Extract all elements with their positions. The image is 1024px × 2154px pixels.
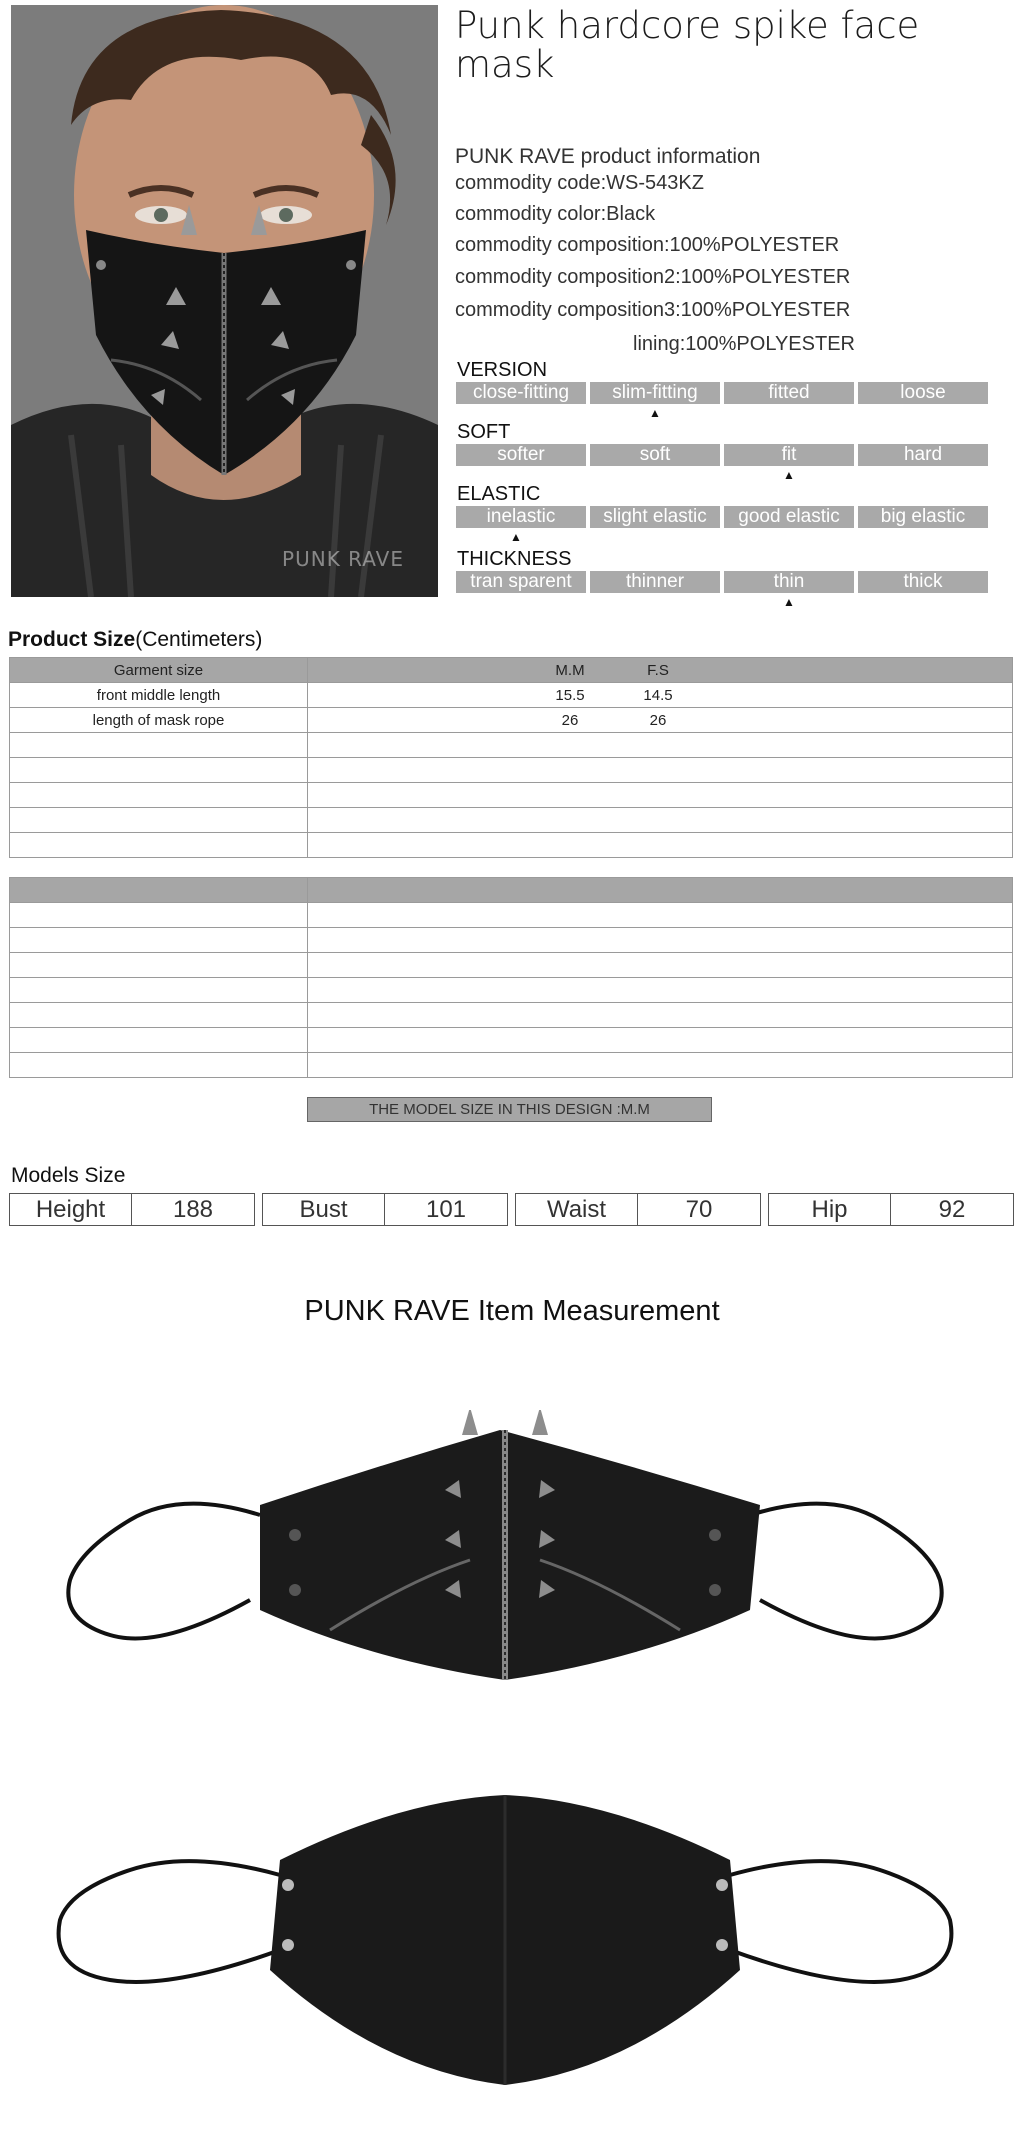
model-measure-label: Bust xyxy=(263,1194,385,1225)
empty-cell xyxy=(308,1028,1013,1053)
empty-cell xyxy=(10,733,308,758)
product-size-unit: (Centimeters) xyxy=(135,628,263,651)
info-value: 100%POLYESTER xyxy=(669,234,840,256)
attribute-option-row xyxy=(456,506,988,528)
info-line xyxy=(455,203,655,226)
model-measure-value: 70 xyxy=(685,1196,713,1223)
attribute-option: good elastic xyxy=(724,506,854,528)
info-line xyxy=(455,266,850,289)
product-size-title xyxy=(8,628,262,652)
model-measure-value: 92 xyxy=(938,1196,966,1223)
empty-cell xyxy=(10,878,308,903)
attribute-option: fitted xyxy=(724,382,854,404)
table-row xyxy=(10,758,1013,783)
attribute-option: slim-fitting xyxy=(590,382,720,404)
size-value: 15.5 xyxy=(555,687,585,704)
info-label: lining: xyxy=(633,333,686,355)
models-size-title: Models Size xyxy=(11,1164,126,1187)
attribute-option: hard xyxy=(858,444,988,466)
table-row xyxy=(10,978,1013,1003)
attribute-option: soft xyxy=(590,444,720,466)
attribute-title: THICKNESS xyxy=(457,548,572,570)
model-measure-label: Hip xyxy=(769,1194,891,1225)
model-measure-value: 101 xyxy=(425,1196,467,1223)
info-value: 100%POLYESTER xyxy=(680,266,851,288)
attribute-option-row xyxy=(456,444,988,466)
model-wearing-mask-illustration xyxy=(11,5,438,597)
row-label: length of mask rope xyxy=(10,708,308,733)
measurement-title: PUNK RAVE Item Measurement xyxy=(304,1295,720,1327)
info-value: 100%POLYESTER xyxy=(680,299,851,321)
selected-indicator-icon: ▲ xyxy=(510,530,522,544)
info-label: commodity color: xyxy=(455,203,607,225)
attribute-title: SOFT xyxy=(457,421,511,443)
empty-cell xyxy=(308,758,1013,783)
info-value: 100%POLYESTER xyxy=(685,333,855,355)
empty-cell xyxy=(10,758,308,783)
attribute-option: fit xyxy=(724,444,854,466)
size-values-cell xyxy=(308,683,1013,708)
table-row xyxy=(10,1028,1013,1053)
empty-cell xyxy=(10,808,308,833)
empty-cell xyxy=(308,783,1013,808)
table-row xyxy=(10,708,1013,733)
info-label: commodity composition: xyxy=(455,234,670,256)
attribute-option: close-fitting xyxy=(456,382,586,404)
empty-size-table xyxy=(9,877,1013,1078)
size-values-cell xyxy=(308,658,1013,683)
empty-cell xyxy=(308,833,1013,858)
model-measure-value: 188 xyxy=(172,1196,214,1223)
model-measure-label: Waist xyxy=(516,1194,638,1225)
attribute-title: VERSION xyxy=(457,359,548,381)
table-row xyxy=(10,683,1013,708)
attribute-option: softer xyxy=(456,444,586,466)
mask-front-image xyxy=(50,1410,960,1700)
info-value: Black xyxy=(606,203,656,225)
size-values-cell xyxy=(308,708,1013,733)
model-measure-hip xyxy=(768,1193,1014,1226)
row-label: front middle length xyxy=(10,683,308,708)
attribute-option: big elastic xyxy=(858,506,988,528)
table-header-row xyxy=(10,878,1013,903)
info-line xyxy=(455,234,839,257)
header-label: Garment size xyxy=(10,658,308,683)
empty-cell xyxy=(308,733,1013,758)
table-row xyxy=(10,833,1013,858)
selected-indicator-icon: ▲ xyxy=(783,468,795,482)
attribute-option: tran sparent xyxy=(456,571,586,593)
attribute-option: thinner xyxy=(590,571,720,593)
size-value: 26 xyxy=(561,712,579,729)
empty-cell xyxy=(308,808,1013,833)
empty-cell xyxy=(10,783,308,808)
empty-cell xyxy=(308,978,1013,1003)
table-row xyxy=(10,1053,1013,1078)
empty-cell xyxy=(308,878,1013,903)
empty-cell xyxy=(10,1053,308,1078)
empty-cell xyxy=(308,903,1013,928)
selected-indicator-icon: ▲ xyxy=(649,406,661,420)
mask-back-image xyxy=(50,1780,960,2100)
empty-cell xyxy=(308,953,1013,978)
model-measure-height xyxy=(9,1193,255,1226)
model-measure-waist xyxy=(515,1193,761,1226)
info-heading: PUNK RAVE product information xyxy=(455,145,761,168)
attribute-option: slight elastic xyxy=(590,506,720,528)
table-row xyxy=(10,1003,1013,1028)
empty-cell xyxy=(10,1028,308,1053)
info-label: commodity composition3: xyxy=(455,299,681,321)
attribute-option: inelastic xyxy=(456,506,586,528)
size-value: F.S xyxy=(647,662,669,679)
info-line xyxy=(455,172,704,195)
attribute-option: thick xyxy=(858,571,988,593)
size-value: 26 xyxy=(649,712,667,729)
empty-cell xyxy=(10,953,308,978)
empty-cell xyxy=(10,928,308,953)
models-size-row xyxy=(9,1193,1014,1226)
info-label: commodity code: xyxy=(455,172,607,194)
attribute-option-row xyxy=(456,382,988,404)
info-value: WS-543KZ xyxy=(606,172,704,194)
empty-cell xyxy=(308,1003,1013,1028)
table-row xyxy=(10,953,1013,978)
attribute-option: loose xyxy=(858,382,988,404)
model-measure-label: Height xyxy=(10,1194,132,1225)
table-row xyxy=(10,928,1013,953)
product-size-label: Product Size xyxy=(8,628,136,651)
size-value: M.M xyxy=(555,662,585,679)
model-size-note: THE MODEL SIZE IN THIS DESIGN :M.M xyxy=(307,1097,712,1122)
empty-cell xyxy=(308,1053,1013,1078)
table-row xyxy=(10,808,1013,833)
attribute-option-row xyxy=(456,571,988,593)
empty-cell xyxy=(10,833,308,858)
watermark-text: PUNK RAVE xyxy=(282,547,404,571)
product-title: Punk hardcore spike face mask xyxy=(455,4,920,86)
empty-cell xyxy=(308,928,1013,953)
table-header-row xyxy=(10,658,1013,683)
empty-cell xyxy=(10,1003,308,1028)
size-value: 14.5 xyxy=(643,687,673,704)
product-size-table xyxy=(9,657,1013,858)
empty-cell xyxy=(10,978,308,1003)
info-line xyxy=(633,333,855,356)
table-row xyxy=(10,783,1013,808)
model-measure-bust xyxy=(262,1193,508,1226)
product-photo-model xyxy=(11,5,438,597)
info-label: commodity composition2: xyxy=(455,266,681,288)
empty-cell xyxy=(10,903,308,928)
table-row xyxy=(10,733,1013,758)
selected-indicator-icon: ▲ xyxy=(783,595,795,609)
info-line xyxy=(455,299,850,322)
attribute-option: thin xyxy=(724,571,854,593)
attribute-title: ELASTIC xyxy=(457,483,541,505)
table-row xyxy=(10,903,1013,928)
